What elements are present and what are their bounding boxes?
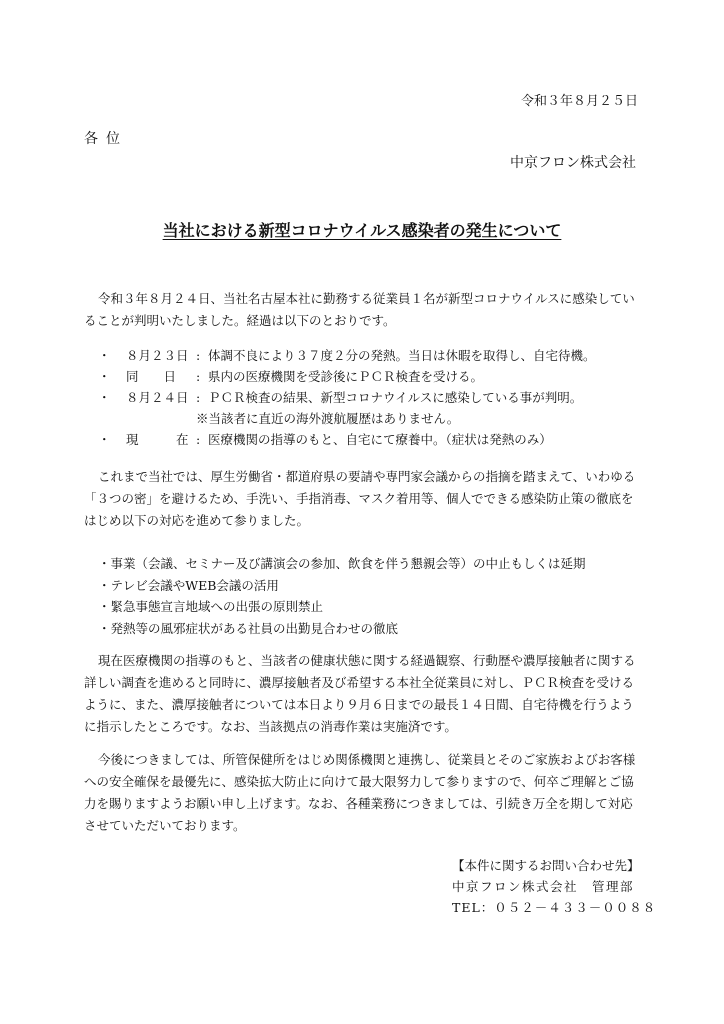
measure-item: ・事業（会議、セミナー及び講演会の参加、飲食を伴う懇親会等）の中止もしくは延期 <box>98 556 586 571</box>
contact-phone: TEL：０５２－４３３－００８８ <box>452 900 657 915</box>
colon: : <box>196 432 201 447</box>
timeline-text: 医療機関の指導のもと、自宅にて療養中。（症状は発熱のみ） <box>208 432 552 447</box>
bullet: ・ <box>98 348 111 363</box>
timeline-text: ＰＣＲ検査の結果、新型コロナウイルスに感染している事が判明。 <box>208 390 583 405</box>
measure-item: ・緊急事態宣言地域への出張の原則禁止 <box>98 599 324 614</box>
measure-item: ・テレビ会議やWEB会議の活用 <box>98 577 279 593</box>
timeline-note: ※当該者に直近の海外渡航履歴はありません。 <box>196 411 460 426</box>
timeline-list <box>98 345 658 450</box>
colon: : <box>196 390 201 405</box>
timeline-date: 現 在 <box>126 432 189 447</box>
closing-paragraph: 今後につきましては、所管保健所をはじめ関係機関と連携し、従業員とそのご家族およびお客様への安全確保を最優先に、感染拡大防止に向けて最大限努力して参りますので、何卒ご理解とご協力を賜りますようお願い申し上げます。なお、各種業務につきましては、引続き万全を期して対応させていただいております。 <box>84 752 636 833</box>
timeline-date: ８月２３日 <box>126 348 189 363</box>
timeline-item <box>98 345 658 366</box>
measures-intro-paragraph: これまで当社では、厚生労働省・都道府県の要請や専門家会議からの指摘を踏まえて、いわゆる「３つの密」を避けるため、手洗い、手指消毒、マスク着用等、個人でできる感染防止策の徹底をはじめ以下の対応を進めて参りました。 <box>84 469 636 528</box>
timeline-item <box>98 387 658 408</box>
addressee: 各位 <box>84 131 128 147</box>
bullet: ・ <box>98 369 111 384</box>
document-title-wrap <box>0 218 724 241</box>
timeline-text: 体調不良により３７度２分の発熱。当日は休暇を取得し、自宅待機。 <box>208 348 596 363</box>
intro-paragraph: 令和３年８月２４日、当社名古屋本社に勤務する従業員１名が新型コロナウイルスに感染していることが判明いたしました。経過は以下のとおりです。 <box>84 291 635 328</box>
contact-block <box>452 855 656 918</box>
timeline-text: 県内の医療機関を受診後にＰＣＲ検査を受ける。 <box>208 369 484 384</box>
timeline-item <box>98 366 658 387</box>
document-title: 当社における新型コロナウイルス感染者の発生について <box>162 221 562 240</box>
contact-company: 中京フロン株式会社 管理部 <box>452 879 635 894</box>
document-date: 令和３年８月２５日 <box>520 94 638 109</box>
colon: : <box>196 348 201 363</box>
contact-heading: 【本件に関するお問い合わせ先】 <box>452 858 640 873</box>
measures-list <box>98 553 586 639</box>
colon: : <box>196 369 201 384</box>
timeline-date: ８月２４日 <box>126 390 189 405</box>
current-status-paragraph: 現在医療機関の指導のもと、当該者の健康状態に関する経過観察、行動歴や濃厚接触者に関する詳しい調査を進めると同時に、濃厚接触者及び希望する本社全従業員に対し、ＰＣＲ検査を受けるように、また、濃厚接触者については本日より９月６日までの最長１４日間、自宅待機を行うように指示したところです。なお、当該拠点の消毒作業は実施済です。 <box>84 653 636 734</box>
timeline-item <box>98 429 658 450</box>
bullet: ・ <box>98 432 111 447</box>
timeline-date: 同 日 <box>126 369 177 384</box>
measure-item: ・発熱等の風邪症状がある社員の出勤見合わせの徹底 <box>98 620 399 636</box>
issuer-company: 中京フロン株式会社 <box>510 155 636 171</box>
bullet: ・ <box>98 390 111 405</box>
